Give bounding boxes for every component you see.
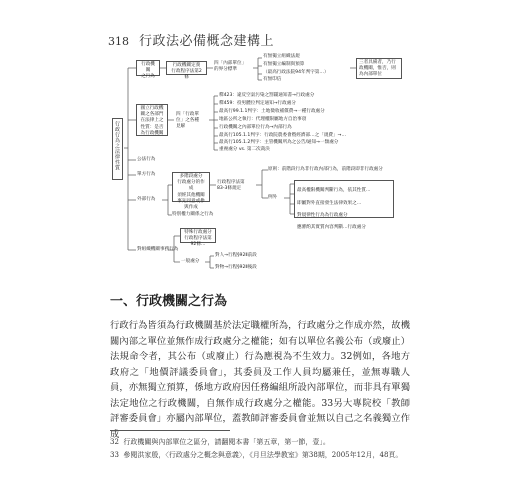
criteria-item: 有無印信 [263, 77, 282, 82]
node-internal-units: 國立行政機 關之各部門 在法律上之 性質：是否 為行政機關 [136, 104, 168, 136]
general-item: 對人→行程§92Ⅱ前段 [215, 253, 257, 258]
exception-item: 應審酌其實質內容判斷…行政處分 [297, 225, 366, 231]
footnote-text: 行政機關與內部單位之區分，請翻閱本書「第五章，第一節，壹」。 [123, 438, 330, 446]
section-heading: 一、行政機關之行為 [110, 294, 228, 309]
node-multistage-disposition: 多階段處分 行政處分的作成 須經其他機關 事先同意或參 與作成 [172, 172, 210, 202]
body-paragraph: 行政行為皆須為行政機關基於法定職權所為，行政處分之作成亦然，故機關內部之單位並無作成行政處分之權能；如有以單位名義公布（或廢止）法規命令者，其公布（或廢止）行為應視為不生效力。32例如，各地方政府之「地價評議委員會」，其委員及工作人員均屬兼任，並無專職人員，亦無獨立預算，係地方政府因任務編組所設內部單位，而非具有單獨法定地位之行政機關，自無作成行政處分之權能。33另大專院校「教師評審委員會」亦屬內部單位，蓋教師評審委員會並無以自己之名義獨立作成 [110, 320, 410, 440]
footnote-divider [110, 430, 230, 431]
book-title: 行政法必備概念建構上 [139, 34, 275, 49]
case-item: 最高行105.1.1判字：行政院農委會暨經濟部…之「規費」→… [219, 133, 347, 138]
footnote-32 [110, 437, 410, 447]
page-number: 318 [108, 35, 129, 48]
exception-item: 即屬對外直接發生法律效果之… [297, 200, 362, 206]
exception-item: 對規律性行為為行政處分 [297, 213, 348, 219]
rule-principle: 原則：前階段行為非行政內部行為，前階段即非行政處分 [268, 167, 383, 172]
node-exception-detail [294, 180, 394, 231]
criteria-item: （最高行政法院94年判字第…） [263, 70, 329, 75]
node-organization-affairs: 對組織機關事務行為 [137, 247, 179, 252]
node-criteria-result: 三者具備者，乃行 政機關，惟否，則 為內部單位 [356, 58, 402, 79]
footnote-number: 32 [110, 438, 119, 446]
node-unilateral-action: 單方行為 [137, 172, 156, 177]
node-agency-definition: 行政機關定義 行政程序法第2條 [166, 61, 207, 75]
case-item: 釋423：違反空氣污染之罰鍰通知書→行政處分 [219, 93, 315, 98]
general-item: 對物→行程§92Ⅱ後段 [215, 265, 257, 270]
footnote-33 [110, 450, 410, 460]
node-special-power: 特別權力關係之行為 [172, 212, 214, 217]
footnote-text: 參閱洪家殷，〈行政處分之概念與意義〉，《月旦法學教室》第38期，2005年12月，48頁。 [123, 451, 403, 459]
node-general-disposition: 一般處分 [181, 259, 200, 264]
case-item: 地區公所之執行：代理權限屬地方自治事項 [219, 117, 307, 122]
node-external-action: 外部行為 [137, 197, 156, 202]
footnote-number: 33 [110, 451, 119, 459]
rule-exception-label: 例外 [268, 195, 278, 200]
case-item: 釋459：役男體位判定通知→行政處分 [219, 101, 296, 106]
diagram-root: 行政行為之法律性質 [112, 118, 123, 180]
case-item: 行政機關之內部單位行為→內部行為 [219, 125, 292, 130]
exception-item: 最高權限機關判斷行為，依其性質… [297, 188, 371, 194]
node-agency-action: 行政機關 之行為 [136, 60, 160, 76]
criteria-item: 有無獨立編制與預算 [263, 62, 305, 67]
node-procedure-rule: 行政程序法第 83-3條規定 [217, 180, 245, 192]
node-public-law-action: 公法行為 [137, 157, 156, 162]
case-item: 重複處分 vs. 第二次裁決 [219, 147, 270, 152]
case-item: 最高行99.1.1判字：土地徵收補償費→一種行政處分 [219, 109, 325, 114]
case-item: 最高行105.1.2判字：主管機關所為之公告/通知→一類處分 [219, 140, 339, 145]
node-unit-views: 四「行政單 位」之各種 見解 [176, 112, 199, 130]
node-special-disposition: 特殊行政處分 行政程序法第92條… [180, 228, 216, 243]
node-unit-criteria: 四「內部單位」 的界分標準 [214, 61, 247, 73]
criteria-item: 有無獨立組織法規 [263, 54, 300, 59]
